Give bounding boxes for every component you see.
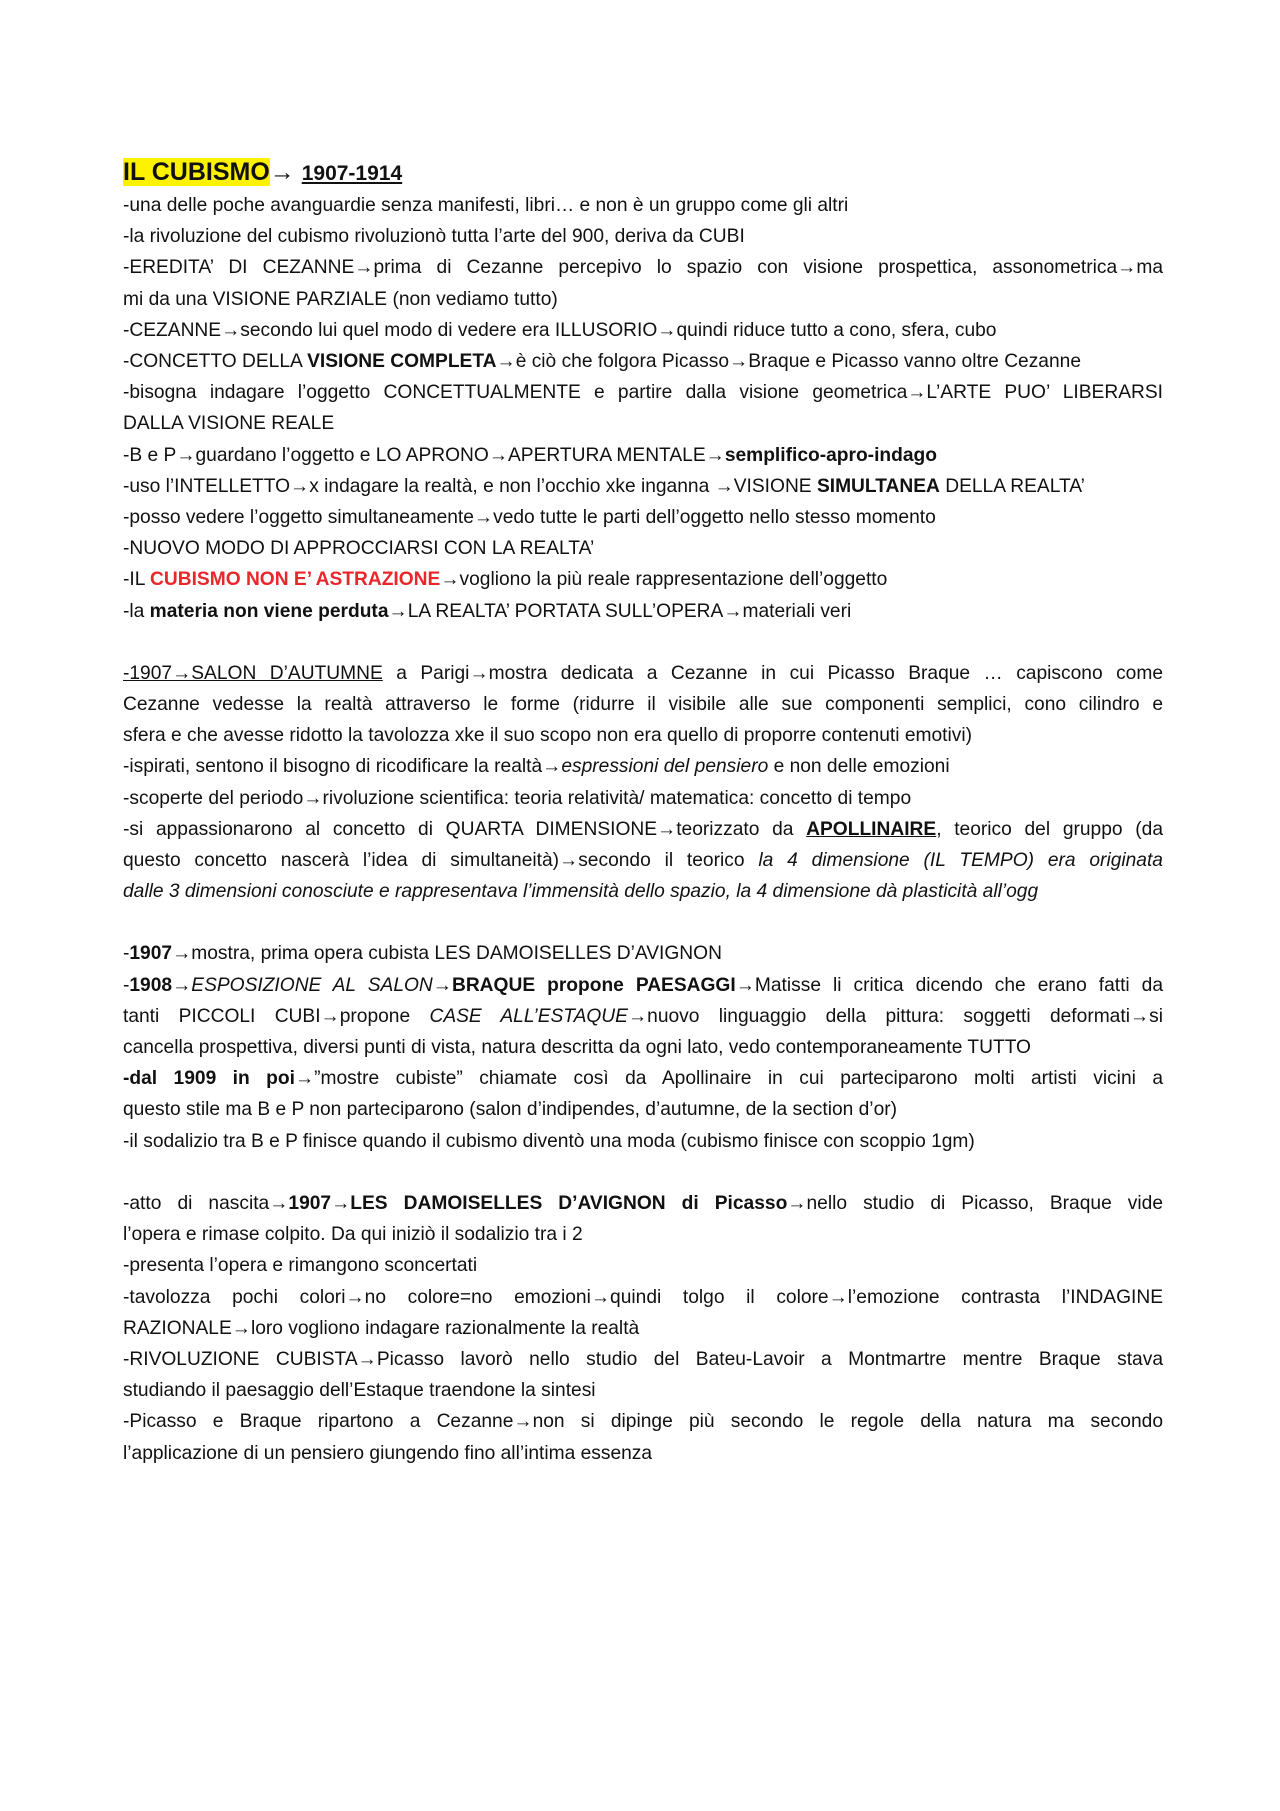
text-run: →nuovo linguaggio della pittura: soggetti deformati→si bbox=[627, 1005, 1163, 1027]
text-run: -CONCETTO DELLA bbox=[123, 351, 308, 373]
text-line bbox=[123, 814, 1163, 845]
text-line: sfera e che avesse ridotto la tavolozza xke il suo scopo non era quello di proporre contenuti emotivi) bbox=[123, 725, 972, 747]
text-line: -scoperte del periodo→rivoluzione scientifica: teoria relatività/ matematica: concetto di tempo bbox=[123, 787, 912, 809]
text-run: -uso l’INTELLETTO→x indagare la realtà, e non l’occhio xke inganna →VISIONE bbox=[123, 475, 817, 497]
underlined-run: -1907→SALON D’AUTUMNE bbox=[123, 662, 383, 684]
bold-run: semplifico-apro-indago bbox=[724, 444, 937, 466]
text-line: l’applicazione di un pensiero giungendo fino all’intima essenza bbox=[123, 1442, 653, 1464]
text-run: -si appassionarono al concetto di QUARTA DIMENSIONE→teorizzato da bbox=[123, 818, 807, 840]
bold-run: 1907→LES DAMOISELLES D’AVIGNON di Picasso bbox=[288, 1192, 788, 1214]
text-line: questo stile ma B e P non parteciparono (salon d’indipendes, d’autumne, de la section d’or) bbox=[123, 1099, 898, 1121]
text-run: a Parigi→mostra dedicata a Cezanne in cui Picasso Braque … capiscono come bbox=[382, 662, 1163, 684]
text-line: -presenta l’opera e rimangono sconcertati bbox=[123, 1255, 478, 1277]
section-salon bbox=[123, 658, 1163, 908]
text-line: -tavolozza pochi colori→no colore=no emozioni→quindi tolgo il colore→l’emozione contrasta l’INDAGINE bbox=[123, 1286, 1163, 1308]
section-intro bbox=[123, 190, 1163, 627]
text-run: →Matisse li critica dicendo che erano fatti da bbox=[735, 974, 1164, 996]
text-line: studiando il paesaggio dell’Estaque traendone la sintesi bbox=[123, 1380, 596, 1402]
text-line bbox=[123, 658, 1163, 689]
section-exhibitions bbox=[123, 938, 1163, 1156]
bold-run: 1908→ bbox=[129, 974, 192, 996]
bold-run: VISIONE COMPLETA bbox=[307, 351, 497, 373]
text-line: -EREDITA’ DI CEZANNE→prima di Cezanne percepivo lo spazio con visione prospettica, assonometrica→ma bbox=[123, 257, 1163, 279]
section-birth bbox=[123, 1188, 1163, 1469]
text-run: , teorico del gruppo (da bbox=[936, 818, 1163, 840]
text-line: -il sodalizio tra B e P finisce quando il cubismo diventò una moda (cubismo finisce con scoppio 1gm) bbox=[123, 1130, 975, 1152]
text-line: RAZIONALE→loro vogliono indagare razionalmente la realtà bbox=[123, 1317, 640, 1339]
text-run: →è ciò che folgora Picasso→Braque e Picasso vanno oltre Cezanne bbox=[496, 351, 1081, 373]
paragraph-gap bbox=[123, 627, 1163, 658]
text-line bbox=[123, 471, 1163, 502]
text-line: Cezanne vedesse la realtà attraverso le forme (ridurre il visibile alle sue componenti semplici, cono cilindro e bbox=[123, 694, 1163, 716]
text-run: →mostra, prima opera cubista LES DAMOISELLES D’AVIGNON bbox=[172, 943, 722, 965]
bold-run: -dal 1909 in poi bbox=[123, 1068, 295, 1090]
document-page bbox=[123, 155, 1163, 1469]
text-line: mi da una VISIONE PARZIALE (non vediamo tutto) bbox=[123, 288, 558, 310]
text-line: -CEZANNE→secondo lui quel modo di vedere era ILLUSORIO→quindi riduce tutto a cono, sfera, cubo bbox=[123, 319, 997, 341]
text-line: -posso vedere l’oggetto simultaneamente→vedo tutte le parti dell’oggetto nello stesso momento bbox=[123, 507, 936, 529]
document-title bbox=[123, 155, 1163, 191]
text-run: →vogliono la più reale rappresentazione dell’oggetto bbox=[440, 569, 888, 591]
text-line bbox=[123, 970, 1163, 1001]
text-run: →LA REALTA’ PORTATA SULL’OPERA→materiali veri bbox=[388, 600, 852, 622]
text-line bbox=[123, 564, 1163, 595]
bold-underlined-run: APOLLINAIRE bbox=[806, 818, 937, 840]
text-run: tanti PICCOLI CUBI→propone bbox=[123, 1005, 430, 1027]
text-run: -la bbox=[123, 600, 150, 622]
text-run: e non delle emozioni bbox=[768, 756, 950, 778]
text-line bbox=[123, 596, 1163, 627]
text-run: DELLA REALTA’ bbox=[939, 475, 1085, 497]
bold-run: BRAQUE propone PAESAGGI bbox=[451, 974, 736, 996]
text-run: - bbox=[123, 943, 130, 965]
text-run: -atto di nascita→ bbox=[123, 1192, 289, 1214]
italic-run: CASE ALL’ESTAQUE bbox=[429, 1005, 628, 1027]
text-line bbox=[123, 440, 1163, 471]
text-line bbox=[123, 938, 1163, 969]
text-run: →”mostre cubiste” chiamate così da Apollinaire in cui parteciparono molti artisti vicini a bbox=[294, 1068, 1163, 1090]
bold-run: materia non viene perduta bbox=[149, 600, 389, 622]
title-highlight: IL CUBISMO bbox=[123, 158, 270, 186]
red-bold-run: CUBISMO NON E’ ASTRAZIONE bbox=[150, 569, 441, 591]
italic-run: la 4 dimensione (IL TEMPO) era originata bbox=[758, 850, 1163, 872]
text-line: -la rivoluzione del cubismo rivoluzionò tutta l’arte del 900, deriva da CUBI bbox=[123, 226, 745, 248]
text-line: -Picasso e Braque ripartono a Cezanne→non si dipinge più secondo le regole della natura ma secondo bbox=[123, 1411, 1163, 1433]
bold-run: SIMULTANEA bbox=[816, 475, 940, 497]
text-line bbox=[123, 1188, 1163, 1219]
text-line bbox=[123, 1063, 1163, 1094]
text-run: -IL bbox=[123, 569, 151, 591]
text-line bbox=[123, 346, 1163, 377]
title-years: 1907-1914 bbox=[301, 162, 403, 185]
text-line: -NUOVO MODO DI APPROCCIARSI CON LA REALTA’ bbox=[123, 538, 595, 560]
text-line: DALLA VISIONE REALE bbox=[123, 413, 335, 435]
text-run: → bbox=[432, 974, 452, 996]
text-line: l’opera e rimase colpito. Da qui iniziò il sodalizio tra i 2 bbox=[123, 1224, 583, 1246]
bold-run: 1907 bbox=[129, 943, 173, 965]
paragraph-gap bbox=[123, 907, 1163, 938]
text-run: questo concetto nascerà l’idea di simultaneità)→secondo il teorico bbox=[123, 850, 759, 872]
text-line: -RIVOLUZIONE CUBISTA→Picasso lavorò nello studio del Bateu-Lavoir a Montmartre mentre Braque stava bbox=[123, 1348, 1163, 1370]
text-run: -ispirati, sentono il bisogno di ricodificare la realtà→ bbox=[123, 756, 562, 778]
text-run: -B e P→guardano l’oggetto e LO APRONO→APERTURA MENTALE→ bbox=[123, 444, 725, 466]
italic-run: espressioni del pensiero bbox=[561, 756, 769, 778]
text-line: -una delle poche avanguardie senza manifesti, libri… e non è un gruppo come gli altri bbox=[123, 195, 849, 216]
text-line: -bisogna indagare l’oggetto CONCETTUALMENTE e partire dalla visione geometrica→L’ARTE PUO’ LIBERARSI bbox=[123, 382, 1163, 404]
text-line bbox=[123, 1001, 1163, 1032]
text-line bbox=[123, 751, 1163, 782]
text-run: →nello studio di Picasso, Braque vide bbox=[787, 1192, 1163, 1214]
italic-run: ESPOSIZIONE AL SALON bbox=[191, 974, 433, 996]
title-arrow: → bbox=[269, 158, 302, 186]
text-line bbox=[123, 845, 1163, 876]
paragraph-gap bbox=[123, 1157, 1163, 1188]
text-line: cancella prospettiva, diversi punti di vista, natura descritta da ogni lato, vedo contemporaneamente TUTTO bbox=[123, 1037, 1031, 1059]
text-run: - bbox=[123, 974, 130, 996]
text-line: dalle 3 dimensioni conosciute e rappresentava l’immensità dello spazio, la 4 dimensione dà plasticità all’ogg bbox=[123, 881, 1039, 903]
